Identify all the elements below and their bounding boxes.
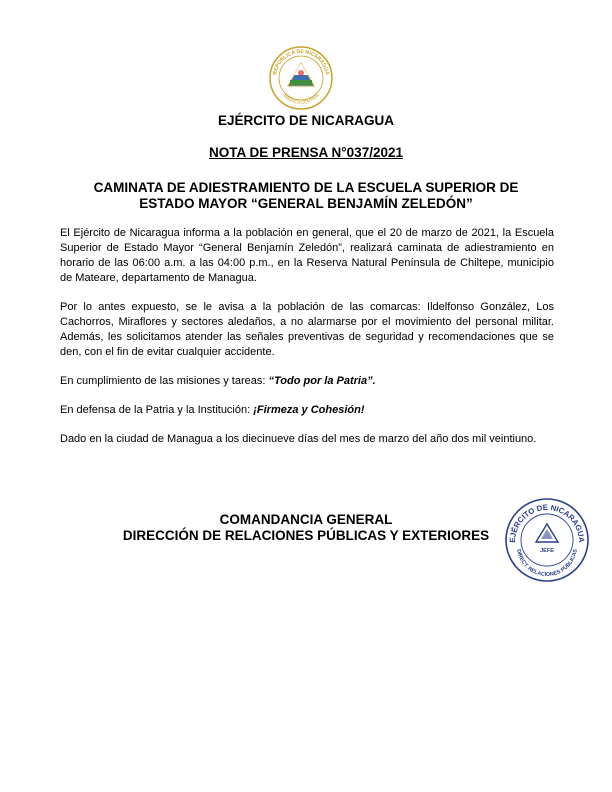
organization-title: EJÉRCITO DE NICARAGUA [217,113,395,128]
headline-line-2: ESTADO MAYOR “GENERAL BENJAMÍN ZELEDÓN” [139,196,473,211]
signature-line-1: COMANDANCIA GENERAL [219,512,393,527]
signature-block [60,512,552,544]
paragraph-defense [60,403,554,418]
stamp-text-bottom: DIRECT. RELACIONES PÚBLICAS [515,548,579,579]
official-stamp [503,496,591,584]
seal-text-top: REPÚBLICA DE NICARAGUA [272,48,330,76]
mission-motto: “Todo por la Patria”. [268,375,376,387]
paragraph-mission [60,374,554,389]
paragraph-date: Dado en la ciudad de Managua a los diecinueve días del mes de marzo del año dos mil veintiuno. [60,433,537,445]
press-body [60,226,554,461]
paragraph-announcement: El Ejército de Nicaragua informa a la población en general, que el 20 de marzo de 2021, la Escuela Superior de Estado Mayor “General Benjamín Zeledón”, realizará caminata de adiestramiento en horario de las 06:00 a.m. a las 04:00 p.m., en la Reserva Natural Península de Chiltepe, municipio de Mateare, departamento de Managua. [60,227,554,284]
stamp-text-top: EJÉRCITO DE NICARAGUA [507,502,587,543]
mission-text: En cumplimiento de las misiones y tareas: [60,375,269,387]
press-headline [60,180,552,212]
signature-line-2: DIRECCIÓN DE RELACIONES PÚBLICAS Y EXTERIORES [122,528,490,543]
defense-motto: ¡Firmeza y Cohesión! [253,404,365,416]
stamp-text-center: JEFE [540,548,554,554]
headline-line-1: CAMINATA DE ADIESTRAMIENTO DE LA ESCUELA SUPERIOR DE [93,180,519,195]
nicaragua-coat-of-arms-seal [268,45,334,111]
seal-text-bottom: AMÉRICA CENTRAL [281,91,321,106]
paragraph-notice: Por lo antes expuesto, se le avisa a la población de las comarcas: Ildelfonso González, Los Cachorros, Miraflores y sectores aledaños, a no alarmarse por el movimiento del personal militar. Además, les solicitamos atender las señales preventivas de seguridad y recomendaciones que se den, con el fin de evitar cualquier accidente. [60,301,554,358]
press-note-number: NOTA DE PRENSA N°037/2021 [209,145,403,160]
defense-text: En defensa de la Patria y la Institución: [60,404,254,416]
